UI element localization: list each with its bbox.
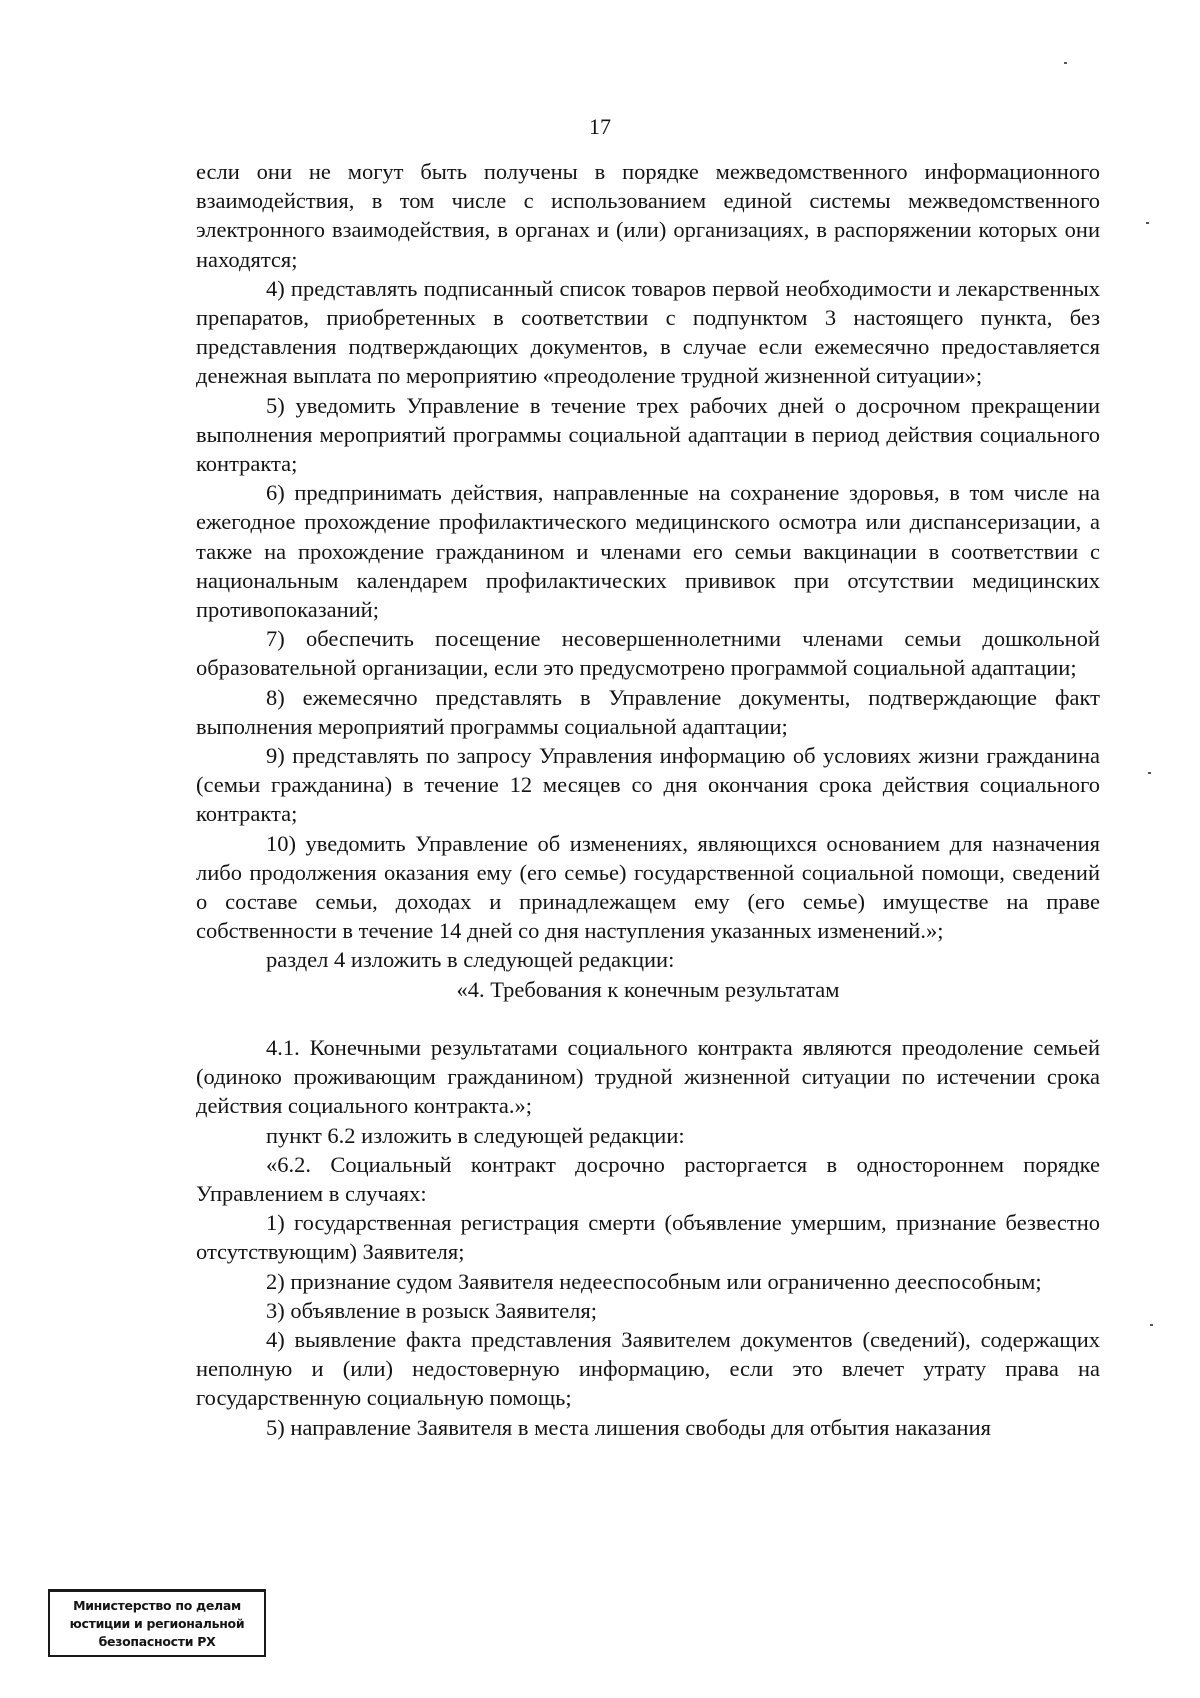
- ministry-stamp: [48, 1589, 266, 1657]
- paragraph-item-7: 7) обеспечить посещение несовершеннолетними членами семьи дошкольной образовательной организации, если это предусмотрено программой социальной адаптации;: [196, 626, 1100, 681]
- paragraph-item-6: 6) предпринимать действия, направленные на сохранение здоровья, в том числе на ежегодное прохождение профилактического медицинского осмотра или диспансеризации, а также на прохождение гражданином и членами его семьи вакцинации в соответствии с национальным календарем профилактических прививок при отсутствии медицинских противопоказаний;: [196, 480, 1100, 623]
- paragraph-6-2-intro: пункт 6.2 изложить в следующей редакции:: [266, 1122, 685, 1148]
- paragraph-continuation: если они не могут быть получены в порядке межведомственного информационного взаимодействия, в том числе с использованием единой системы межведомственного электронного взаимодействия, в органах и (или) организациях, в распоряжении которых они находятся;: [196, 159, 1100, 272]
- paragraph-4-1: 4.1. Конечными результатами социального контракта являются преодоление семьей (одиноко проживающим гражданином) трудной жизненной ситуации по истечении срока действия социального контракта.»;: [196, 1034, 1100, 1119]
- paragraph-item-9: 9) представлять по запросу Управления информацию об условиях жизни гражданина (семьи гражданина) в течение 12 месяцев со дня окончания срока действия социального контракта;: [196, 743, 1100, 827]
- scan-speck: [1146, 222, 1149, 224]
- stamp-line: Министерство по делам: [73, 1598, 241, 1613]
- heading-spacer: [196, 1004, 1100, 1033]
- scan-speck: [1148, 772, 1151, 774]
- paragraph-case-2: 2) признание судом Заявителя недееспособным или ограниченно дееспособным;: [266, 1268, 1042, 1294]
- stamp-line: юстиции и региональной: [69, 1616, 245, 1631]
- paragraph-case-1: 1) государственная регистрация смерти (объявление умершим, признание безвестно отсутствующим) Заявителя;: [196, 1210, 1100, 1265]
- paragraph-section4-intro: раздел 4 изложить в следующей редакции:: [266, 947, 675, 973]
- scan-speck: [1150, 1324, 1153, 1326]
- paragraph-item-4: 4) представлять подписанный список товаров первой необходимости и лекарственных препаратов, приобретенных в соответствии с подпунктом 3 настоящего пункта, без представления подтверждающих документов, в случае если ежемесячно предоставляется денежная выплата по мероприятию «преодоление трудной жизненной ситуации»;: [196, 275, 1100, 389]
- paragraph-case-3: 3) объявление в розыск Заявителя;: [266, 1297, 597, 1323]
- paragraph-item-5: 5) уведомить Управление в течение трех рабочих дней о досрочном прекращении выполнения мероприятий программы социальной адаптации в период действия социального контракта;: [196, 392, 1100, 477]
- stamp-line: безопасности РХ: [98, 1634, 216, 1649]
- paragraph-item-10: 10) уведомить Управление об изменениях, являющихся основанием для назначения либо продолжения оказания ему (его семье) государственной социальной помощи, сведений о составе семьи, доходах и принадлежащем ему (его семье) имуществе на праве собственности в течение 14 дней со дня наступления указанных изменений.»;: [196, 830, 1100, 944]
- paragraph-case-4: 4) выявление факта представления Заявителем документов (сведений), содержащих неполную и (или) недостоверную информацию, если это влечет утрату права на государственную социальную помощь;: [196, 1326, 1100, 1411]
- document-body: [196, 157, 1100, 1442]
- paragraph-case-5: 5) направление Заявителя в места лишения свободы для отбытия наказания: [266, 1414, 991, 1440]
- paragraph-6-2: «6.2. Социальный контракт досрочно расторгается в одностороннем порядке Управлением в случаях:: [196, 1151, 1100, 1206]
- scan-speck: [1064, 62, 1067, 64]
- page-number: 17: [589, 114, 611, 139]
- section-heading: «4. Требования к конечным результатам: [456, 976, 840, 1002]
- paragraph-item-8: 8) ежемесячно представлять в Управление документы, подтверждающие факт выполнения мероприятий программы социальной адаптации;: [196, 684, 1100, 739]
